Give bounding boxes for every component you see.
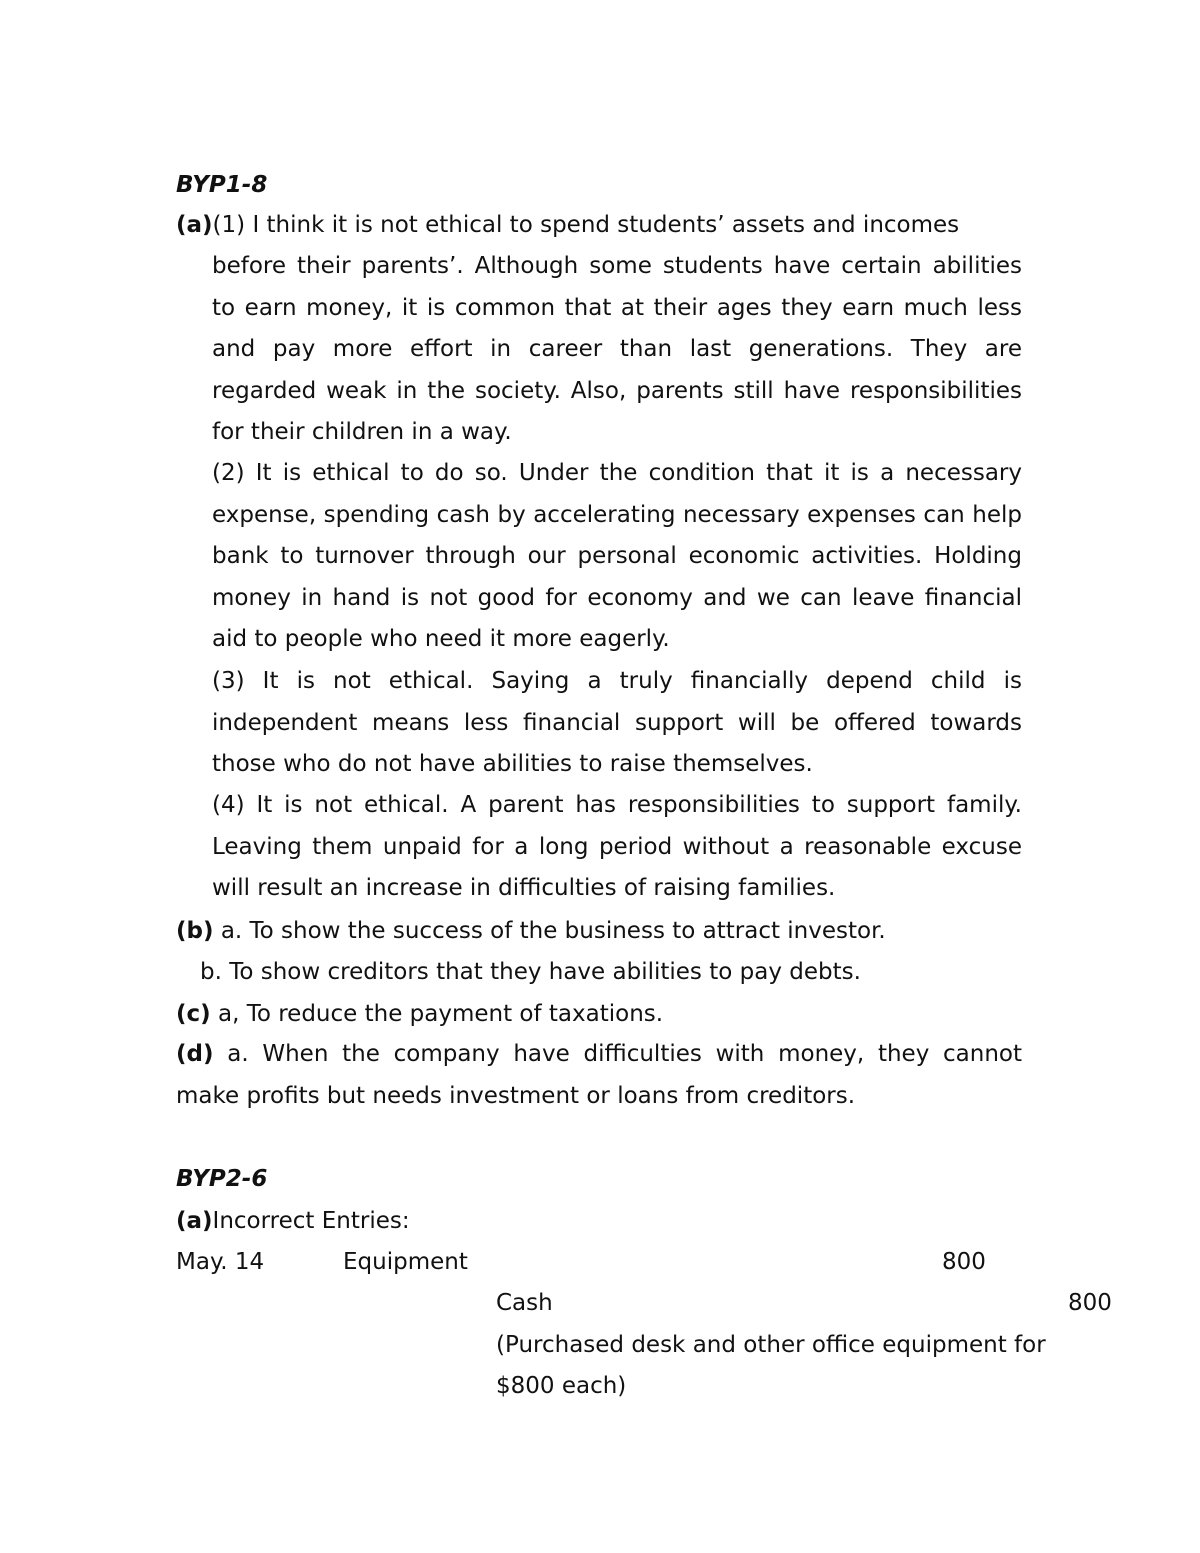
journal-entry-credit-account: Cash	[496, 1290, 553, 1316]
section-heading-byp1-8: BYP1-8	[176, 172, 268, 198]
journal-entry-debit-amount: 800	[942, 1249, 986, 1275]
part-d-a-text: a. When the company have difficulties with money, they cannot make profits but needs investment or loans from creditors.	[176, 1041, 1023, 1109]
journal-entry-credit-amount: 800	[1068, 1290, 1112, 1316]
part-d-marker: (d)	[176, 1041, 214, 1067]
part-c-line	[176, 999, 663, 1029]
part-c-a-text: a, To reduce the payment of taxations.	[217, 1001, 664, 1027]
byp2-6-part-a-line	[176, 1206, 410, 1236]
journal-entry-explanation-line-1: (Purchased desk and other office equipment for	[496, 1332, 1046, 1358]
part-a-item-1-text: (1) I think it is not ethical to spend students’ assets and incomes	[212, 212, 960, 238]
part-c-marker: (c)	[176, 1001, 211, 1027]
part-d-paragraph	[176, 1034, 1022, 1117]
part-b-line-b: b. To show creditors that they have abilities to pay debts.	[200, 959, 861, 985]
part-b-line-a	[176, 916, 886, 946]
part-b-a-text: a. To show the success of the business to attract investor.	[220, 918, 886, 944]
journal-entry-debit-account: Equipment	[343, 1249, 468, 1275]
part-a-item-1-continuation: before their parents’. Although some students have certain abilities to earn money, it is common that at their ages they earn much less and pay more effort in career than last generations. They are regarded weak in the society. Also, parents still have responsibilities for their children in a way.	[212, 253, 1022, 445]
byp2-6-part-a-label: Incorrect Entries:	[212, 1208, 410, 1234]
part-a-item-3: (3) It is not ethical. Saying a truly financially depend child is independent means less financial support will be offered towards those who do not have abilities to raise themselves.	[212, 668, 1022, 777]
part-a-marker: (a)	[176, 212, 213, 238]
part-b-marker: (b)	[176, 918, 214, 944]
journal-entry-date: May. 14	[176, 1249, 265, 1275]
journal-entry-explanation-line-2: $800 each)	[496, 1373, 627, 1399]
part-a-item-4: (4) It is not ethical. A parent has responsibilities to support family. Leaving them unpaid for a long period without a reasonable excuse will result an increase in difficulties of raising families.	[212, 792, 1022, 901]
section-heading-byp2-6: BYP2-6	[176, 1166, 268, 1192]
part-a-item-1-first-line	[176, 205, 1022, 247]
byp2-6-part-a-marker: (a)	[176, 1208, 213, 1234]
part-a-item-2: (2) It is ethical to do so. Under the condition that it is a necessary expense, spending cash by accelerating necessary expenses can help bank to turnover through our personal economic activities. Holding money in hand is not good for economy and we can leave financial aid to people who need it more eagerly.	[212, 460, 1022, 652]
